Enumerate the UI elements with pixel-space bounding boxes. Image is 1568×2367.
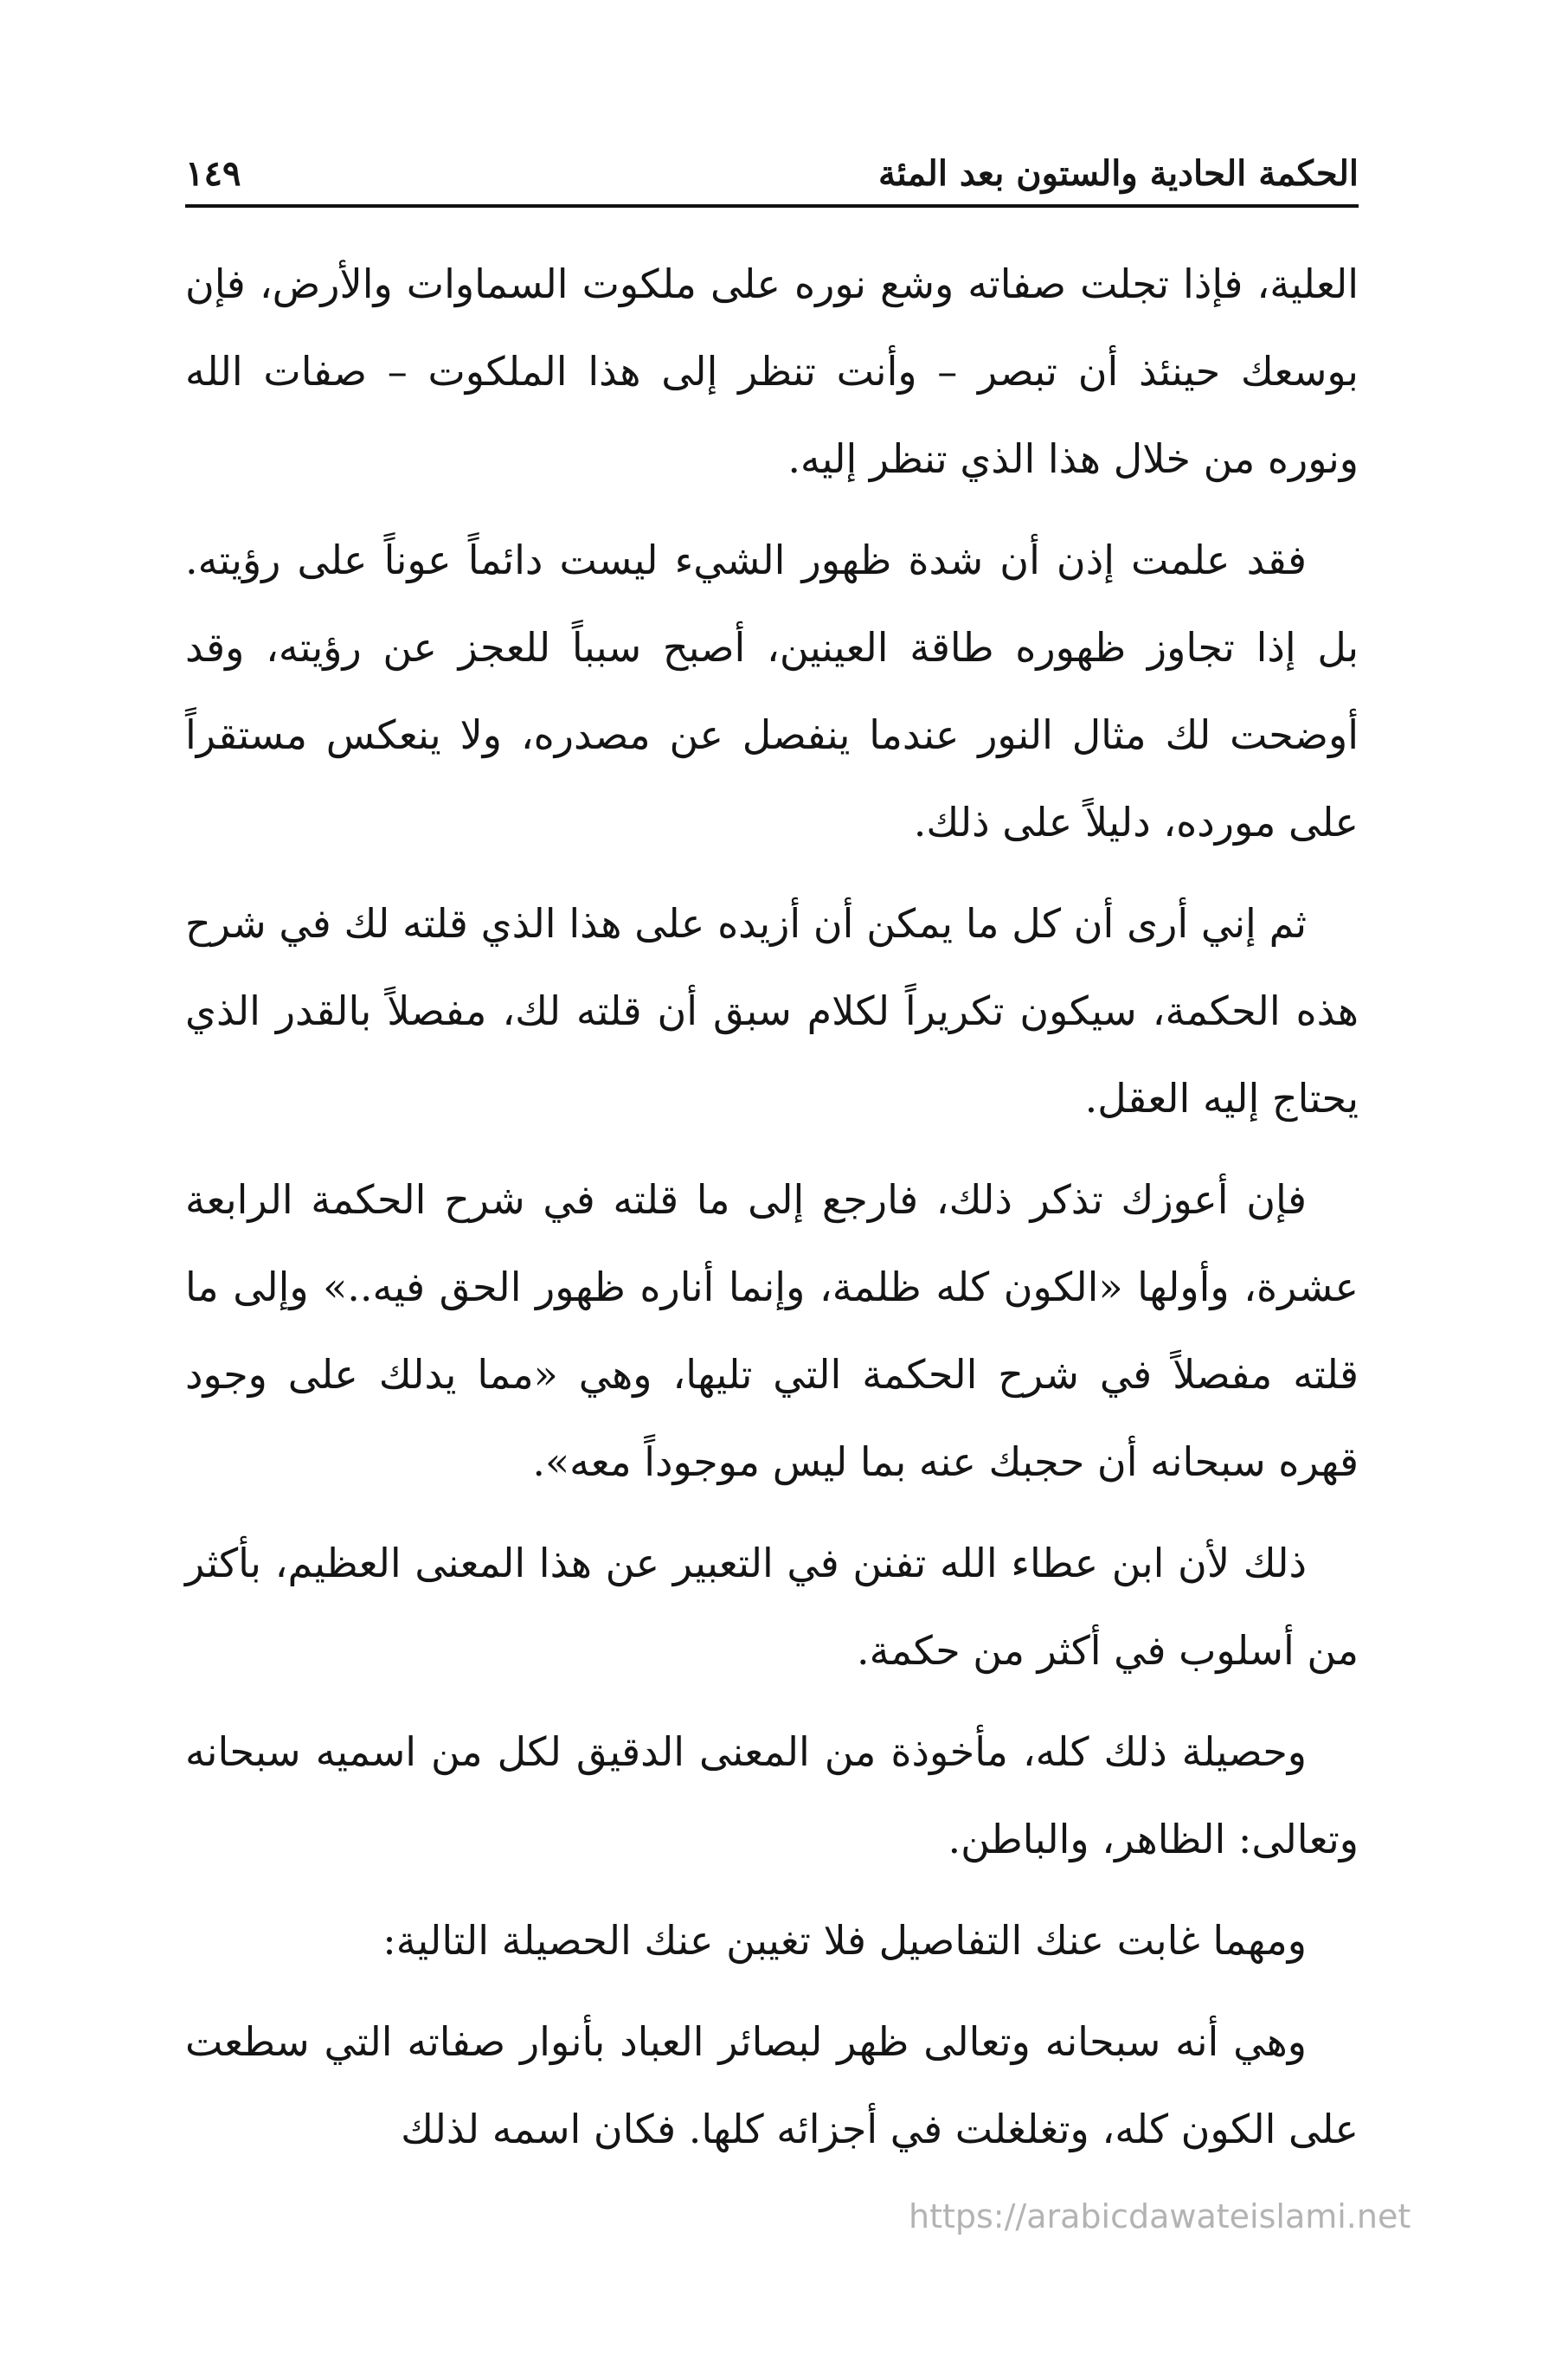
paragraph-3: ثم إني أرى أن كل ما يمكن أن أزيده على هذا الذي قلته لك في شرح هذه الحكمة، سيكون تكريراً لكلام سبق أن قلته لك، مفصلاً بالقدر الذي يحتاج إليه العقل. bbox=[185, 900, 1359, 1122]
paragraph-8: وهي أنه سبحانه وتعالى ظهر لبصائر العباد بأنوار صفاته التي سطعت على الكون كله، وتغلغلت في أجزائه كلها. فكان اسمه لذلك bbox=[185, 2018, 1359, 2152]
running-title: الحكمة الحادية والستون بعد المئة bbox=[878, 153, 1359, 194]
page-number: ١٤٩ bbox=[185, 153, 241, 194]
paragraph-7: ومهما غابت عنك التفاصيل فلا تغيبن عنك الحصيلة التالية: bbox=[382, 1917, 1307, 1964]
paragraph-5: ذلك لأن ابن عطاء الله تفنن في التعبير عن هذا المعنى العظيم، بأكثر من أسلوب في أكثر من حكمة. bbox=[185, 1540, 1359, 1674]
watermark-url: https://arabicdawateislami.net bbox=[909, 2197, 1411, 2235]
paragraph-6: وحصيلة ذلك كله، مأخوذة من المعنى الدقيق لكل من اسميه سبحانه وتعالى: الظاهر، والباطن. bbox=[185, 1728, 1359, 1862]
body-text bbox=[185, 241, 1359, 2187]
page-header bbox=[185, 147, 1359, 201]
paragraph-2: فقد علمت إذن أن شدة ظهور الشيء ليست دائماً عوناً على رؤيته. بل إذا تجاوز ظهوره طاقة العينين، أصبح سبباً للعجز عن رؤيته، وقد أوضحت لك مثال النور عندما ينفصل عن مصدره، ولا ينعكس مستقراً على مورده، دليلاً على ذلك. bbox=[185, 537, 1359, 846]
paragraph-1: العلية، فإذا تجلت صفاته وشع نوره على ملكوت السماوات والأرض، فإن بوسعك حينئذ أن تبصر – وأنت تنظر إلى هذا الملكوت – صفات الله ونوره من خلال هذا الذي تنظر إليه. bbox=[185, 260, 1359, 482]
paragraph-4: فإن أعوزك تذكر ذلك، فارجع إلى ما قلته في شرح الحكمة الرابعة عشرة، وأولها «الكون كله ظلمة، وإنما أناره ظهور الحق فيه..» وإلى ما قلته مفصلاً في شرح الحكمة التي تليها، وهي «مما يدلك على وجود قهره سبحانه أن حجبك عنه بما ليس موجوداً معه». bbox=[185, 1176, 1359, 1485]
header-rule bbox=[185, 204, 1359, 208]
